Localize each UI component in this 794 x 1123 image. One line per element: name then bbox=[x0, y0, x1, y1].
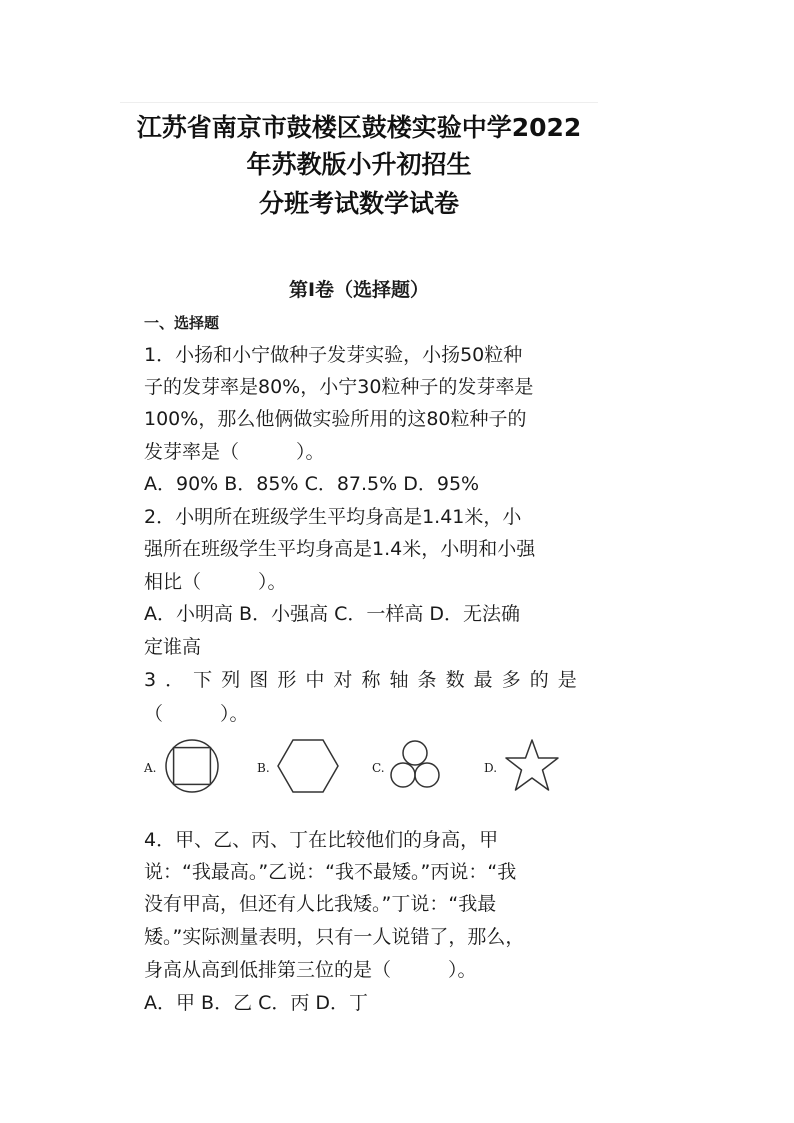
exam-title-line-2: 年苏教版小升初招生 bbox=[246, 150, 472, 179]
q2-options-line-2: 定谁高 bbox=[144, 636, 202, 658]
q3-line-1-char: 对 bbox=[333, 669, 353, 691]
part-title: 第Ⅰ卷（选择题） bbox=[288, 279, 430, 301]
q3-line-1-char: 图 bbox=[249, 669, 269, 691]
figure-a-label: A. bbox=[144, 761, 157, 775]
figure-c-label: C. bbox=[372, 761, 385, 775]
q3-line-1-char: 是 bbox=[557, 669, 577, 691]
q3-line-1-char: 数 bbox=[445, 669, 465, 691]
q4-options: A．甲 B．乙 C．丙 D．丁 bbox=[144, 992, 369, 1014]
q3-line-1 bbox=[144, 668, 577, 692]
q3-line-1-char: 的 bbox=[529, 669, 549, 691]
circle-with-inscribed-square-icon bbox=[164, 737, 220, 795]
star-icon bbox=[502, 737, 562, 795]
q2-line-2: 强所在班级学生平均身高是1.4米，小明和小强 bbox=[144, 538, 536, 560]
q3-line-1-char: 形 bbox=[277, 669, 297, 691]
exam-title-line-3: 分班考试数学试卷 bbox=[258, 189, 459, 218]
q4-line-2: 说：“我最高。”乙说：“我不最矮。”丙说：“我 bbox=[144, 861, 517, 883]
q1-line-3: 100%，那么他俩做实验所用的这80粒种子的 bbox=[144, 408, 527, 430]
q1-line-1: 1．小扬和小宁做种子发芽实验，小扬50粒种 bbox=[144, 344, 523, 366]
figure-d-label: D. bbox=[484, 761, 498, 775]
q2-options-line-1: A．小明高 B．小强高 C．一样高 D．无法确 bbox=[144, 603, 521, 625]
q4-line-1: 4．甲、乙、丙、丁在比较他们的身高，甲 bbox=[144, 829, 499, 851]
q3-line-1-char: 轴 bbox=[389, 669, 409, 691]
section-heading: 一、选择题 bbox=[144, 314, 220, 332]
q4-line-5: 身高从高到低排第三位的是（ ）。 bbox=[144, 959, 477, 981]
figure-b-label: B. bbox=[257, 761, 270, 775]
q3-line-2: （ ）。 bbox=[144, 703, 249, 725]
q3-line-1-char: 3 bbox=[144, 669, 157, 691]
q1-line-2: 子的发芽率是80%，小宁30粒种子的发芽率是 bbox=[144, 376, 534, 398]
exam-title-line-1: 江苏省南京市鼓楼区鼓楼实验中学2022 bbox=[136, 113, 582, 142]
hexagon-icon bbox=[275, 737, 341, 795]
q2-line-3: 相比（ ）。 bbox=[144, 571, 287, 593]
q3-line-1-char: 称 bbox=[361, 669, 381, 691]
q3-line-1-char: 多 bbox=[501, 669, 521, 691]
q4-line-4: 矮。”实际测量表明，只有一人说错了，那么， bbox=[144, 926, 525, 948]
q3-line-1-char: 条 bbox=[417, 669, 437, 691]
header-rule bbox=[120, 102, 598, 103]
q1-line-4: 发芽率是（ ）。 bbox=[144, 441, 325, 463]
three-circles-icon bbox=[388, 737, 444, 793]
q3-line-1-char: 中 bbox=[305, 669, 325, 691]
q3-line-1-char: 最 bbox=[473, 669, 493, 691]
q1-options: A．90% B．85% C．87.5% D．95% bbox=[144, 473, 480, 495]
q3-figures bbox=[144, 737, 584, 795]
q4-line-3: 没有甲高，但还有人比我矮。”丁说：“我最 bbox=[144, 893, 497, 915]
q2-line-1: 2．小明所在班级学生平均身高是1.41米，小 bbox=[144, 506, 522, 528]
q3-line-1-char: 下 bbox=[193, 669, 213, 691]
q3-line-1-char: ． bbox=[165, 669, 185, 691]
q3-line-1-char: 列 bbox=[221, 669, 241, 691]
